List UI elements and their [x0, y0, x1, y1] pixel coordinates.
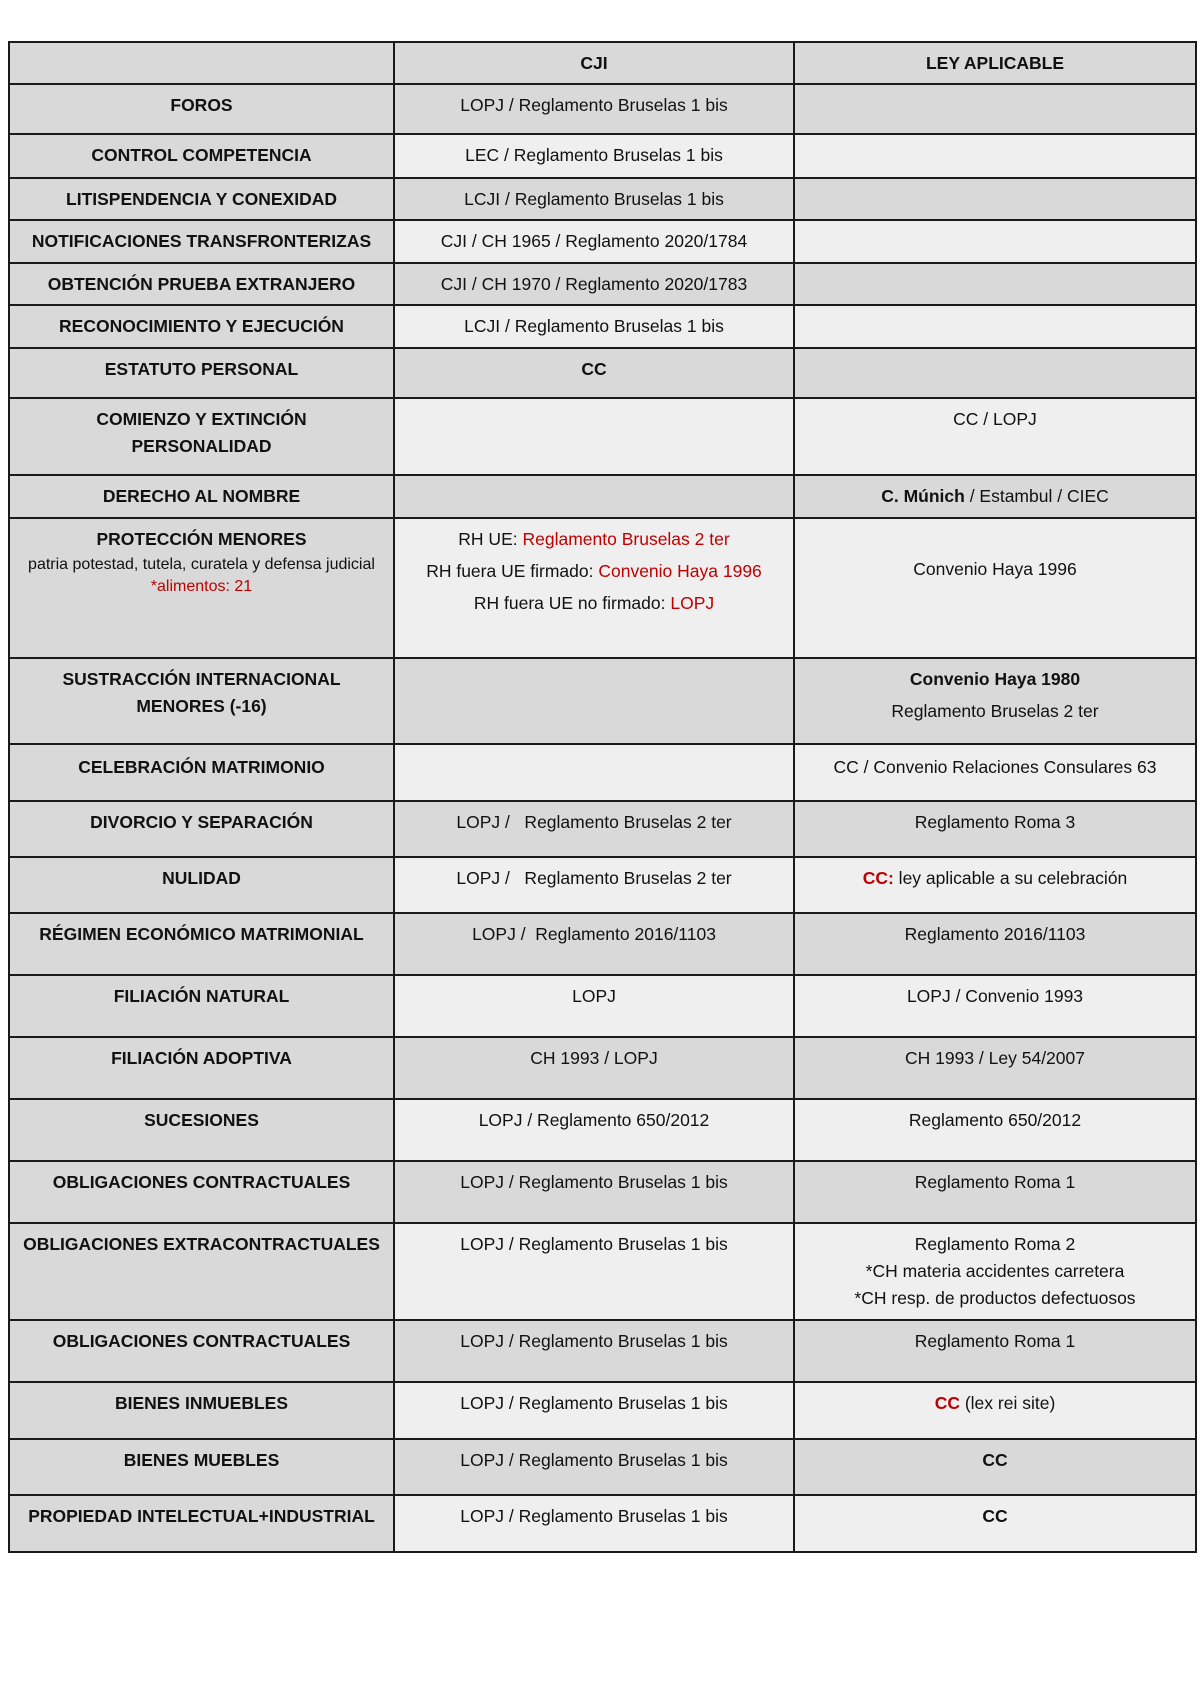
ley-cell: LOPJ / Convenio 1993: [794, 975, 1196, 1037]
cji-cell: [394, 744, 794, 801]
cji-cell: [394, 398, 794, 475]
table-row: [9, 1099, 1196, 1161]
ley-cell: [794, 348, 1196, 398]
ley-cell: [794, 263, 1196, 305]
ley-cell: [794, 857, 1196, 913]
row-label-main: PROTECCIÓN MENORES: [96, 529, 307, 549]
cji-key: RH fuera UE firmado:: [426, 561, 599, 581]
row-label-line-1: SUSTRACCIÓN INTERNACIONAL: [62, 669, 341, 689]
ley-cell: [794, 658, 1196, 744]
cji-cell: LOPJ / Reglamento Bruselas 1 bis: [394, 84, 794, 134]
table-row: [9, 84, 1196, 134]
table-row: [9, 658, 1196, 744]
row-label: DIVORCIO Y SEPARACIÓN: [9, 801, 394, 857]
table-row: [9, 1320, 1196, 1382]
ley-rest-part: / Estambul / CIEC: [964, 486, 1109, 506]
cji-line-2: [395, 558, 793, 585]
ley-cell: [794, 178, 1196, 220]
table-row: [9, 744, 1196, 801]
cji-cell: CC: [394, 348, 794, 398]
table-row: [9, 398, 1196, 475]
row-label: NULIDAD: [9, 857, 394, 913]
row-label: FILIACIÓN NATURAL: [9, 975, 394, 1037]
cji-value: LOPJ: [670, 593, 715, 613]
cji-cell: LOPJ / Reglamento Bruselas 1 bis: [394, 1161, 794, 1223]
cji-cell: LOPJ / Reglamento Bruselas 1 bis: [394, 1382, 794, 1439]
cji-line-3: [395, 590, 793, 617]
row-label-line-1: COMIENZO Y EXTINCIÓN: [96, 409, 307, 429]
cji-cell: LOPJ / Reglamento Bruselas 1 bis: [394, 1223, 794, 1320]
table-row: [9, 475, 1196, 518]
row-label: OBTENCIÓN PRUEBA EXTRANJERO: [9, 263, 394, 305]
table-row: [9, 801, 1196, 857]
row-label: CONTROL COMPETENCIA: [9, 134, 394, 178]
row-label: DERECHO AL NOMBRE: [9, 475, 394, 518]
cji-line-1: [395, 526, 793, 553]
ley-cell: [794, 134, 1196, 178]
ley-line-2: Reglamento Bruselas 2 ter: [891, 701, 1099, 721]
row-label: [9, 398, 394, 475]
cji-cell: LOPJ / Reglamento Bruselas 1 bis: [394, 1320, 794, 1382]
table-row: [9, 1223, 1196, 1320]
ley-cell: CC / LOPJ: [794, 398, 1196, 475]
row-label: NOTIFICACIONES TRANSFRONTERIZAS: [9, 220, 394, 263]
table-row: [9, 134, 1196, 178]
row-label: OBLIGACIONES EXTRACONTRACTUALES: [9, 1223, 394, 1320]
row-label: [9, 658, 394, 744]
row-label: OBLIGACIONES CONTRACTUALES: [9, 1320, 394, 1382]
ley-cell: CH 1993 / Ley 54/2007: [794, 1037, 1196, 1099]
ley-line-3: *CH resp. de productos defectuosos: [854, 1288, 1136, 1308]
ley-key: CC: [934, 1393, 960, 1413]
table-row: [9, 857, 1196, 913]
row-label: LITISPENDENCIA Y CONEXIDAD: [9, 178, 394, 220]
cji-cell: LOPJ / Reglamento 2016/1103: [394, 913, 794, 975]
ley-key: CC:: [862, 868, 894, 888]
ley-line-2: *CH materia accidentes carretera: [865, 1261, 1125, 1281]
ley-line-1: Convenio Haya 1980: [909, 669, 1081, 689]
cji-cell: LOPJ / Reglamento Bruselas 1 bis: [394, 1439, 794, 1495]
row-label: RECONOCIMIENTO Y EJECUCIÓN: [9, 305, 394, 348]
cji-cell: LOPJ: [394, 975, 794, 1037]
ley-cell: [794, 1223, 1196, 1320]
cji-cell: LOPJ / Reglamento Bruselas 2 ter: [394, 801, 794, 857]
table-row: [9, 220, 1196, 263]
ley-cell: CC: [794, 1439, 1196, 1495]
ley-cell: Convenio Haya 1996: [794, 518, 1196, 658]
ley-cell: [794, 1382, 1196, 1439]
ley-cell: [794, 220, 1196, 263]
cji-cell: [394, 475, 794, 518]
ley-cell: Reglamento Roma 1: [794, 1161, 1196, 1223]
table-row: [9, 518, 1196, 658]
cji-cell: LCJI / Reglamento Bruselas 1 bis: [394, 178, 794, 220]
cji-cell: CJI / CH 1965 / Reglamento 2020/1784: [394, 220, 794, 263]
header-empty: [9, 42, 394, 84]
row-label: ESTATUTO PERSONAL: [9, 348, 394, 398]
table-row: [9, 1161, 1196, 1223]
ley-cell: Reglamento 650/2012: [794, 1099, 1196, 1161]
cji-value: Reglamento Bruselas 2 ter: [522, 529, 730, 549]
ley-cell: CC / Convenio Relaciones Consulares 63: [794, 744, 1196, 801]
cji-cell: LOPJ / Reglamento 650/2012: [394, 1099, 794, 1161]
ley-cell: Reglamento Roma 3: [794, 801, 1196, 857]
cji-cell: CJI / CH 1970 / Reglamento 2020/1783: [394, 263, 794, 305]
row-label: BIENES INMUEBLES: [9, 1382, 394, 1439]
cji-cell: CH 1993 / LOPJ: [394, 1037, 794, 1099]
cji-cell: [394, 658, 794, 744]
table-row: [9, 1037, 1196, 1099]
ley-line-1: Reglamento Roma 2: [914, 1234, 1076, 1254]
cji-cell: [394, 518, 794, 658]
row-label: SUCESIONES: [9, 1099, 394, 1161]
cji-cell: LCJI / Reglamento Bruselas 1 bis: [394, 305, 794, 348]
table-row: [9, 348, 1196, 398]
table-row: [9, 1382, 1196, 1439]
header-ley-aplicable: LEY APLICABLE: [794, 42, 1196, 84]
ley-bold-part: C. Múnich: [881, 486, 965, 506]
cji-cell: LOPJ / Reglamento Bruselas 1 bis: [394, 1495, 794, 1552]
ley-cell: Reglamento Roma 1: [794, 1320, 1196, 1382]
cji-cell: LOPJ / Reglamento Bruselas 2 ter: [394, 857, 794, 913]
ley-cell: [794, 475, 1196, 518]
header-cji: CJI: [394, 42, 794, 84]
ley-value: (lex rei site): [959, 1393, 1056, 1413]
ley-cell: Reglamento 2016/1103: [794, 913, 1196, 975]
row-label: FOROS: [9, 84, 394, 134]
table-row: [9, 913, 1196, 975]
table-row: [9, 178, 1196, 220]
cji-cell: LEC / Reglamento Bruselas 1 bis: [394, 134, 794, 178]
row-label: [9, 518, 394, 658]
row-label-line-2: PERSONALIDAD: [131, 436, 272, 456]
row-label: BIENES MUEBLES: [9, 1439, 394, 1495]
row-label: PROPIEDAD INTELECTUAL+INDUSTRIAL: [9, 1495, 394, 1552]
ley-value: ley aplicable a su celebración: [893, 868, 1128, 888]
row-label: FILIACIÓN ADOPTIVA: [9, 1037, 394, 1099]
row-label: RÉGIMEN ECONÓMICO MATRIMONIAL: [9, 913, 394, 975]
ley-cell: [794, 305, 1196, 348]
legal-table: [8, 41, 1197, 1553]
row-label-sub: patria potestad, tutela, curatela y defensa judicial: [28, 556, 375, 573]
row-label: OBLIGACIONES CONTRACTUALES: [9, 1161, 394, 1223]
row-label-line-2: MENORES (-16): [136, 696, 267, 716]
header-row: [9, 42, 1196, 84]
ley-cell: [794, 84, 1196, 134]
cji-value: Convenio Haya 1996: [598, 561, 762, 581]
table-row: [9, 263, 1196, 305]
row-label: CELEBRACIÓN MATRIMONIO: [9, 744, 394, 801]
ley-cell: CC: [794, 1495, 1196, 1552]
table-row: [9, 1439, 1196, 1495]
row-label-note: *alimentos: 21: [150, 578, 253, 595]
cji-key: RH fuera UE no firmado:: [473, 593, 671, 613]
table-row: [9, 1495, 1196, 1552]
cji-key: RH UE:: [458, 529, 523, 549]
table-row: [9, 975, 1196, 1037]
table-row: [9, 305, 1196, 348]
